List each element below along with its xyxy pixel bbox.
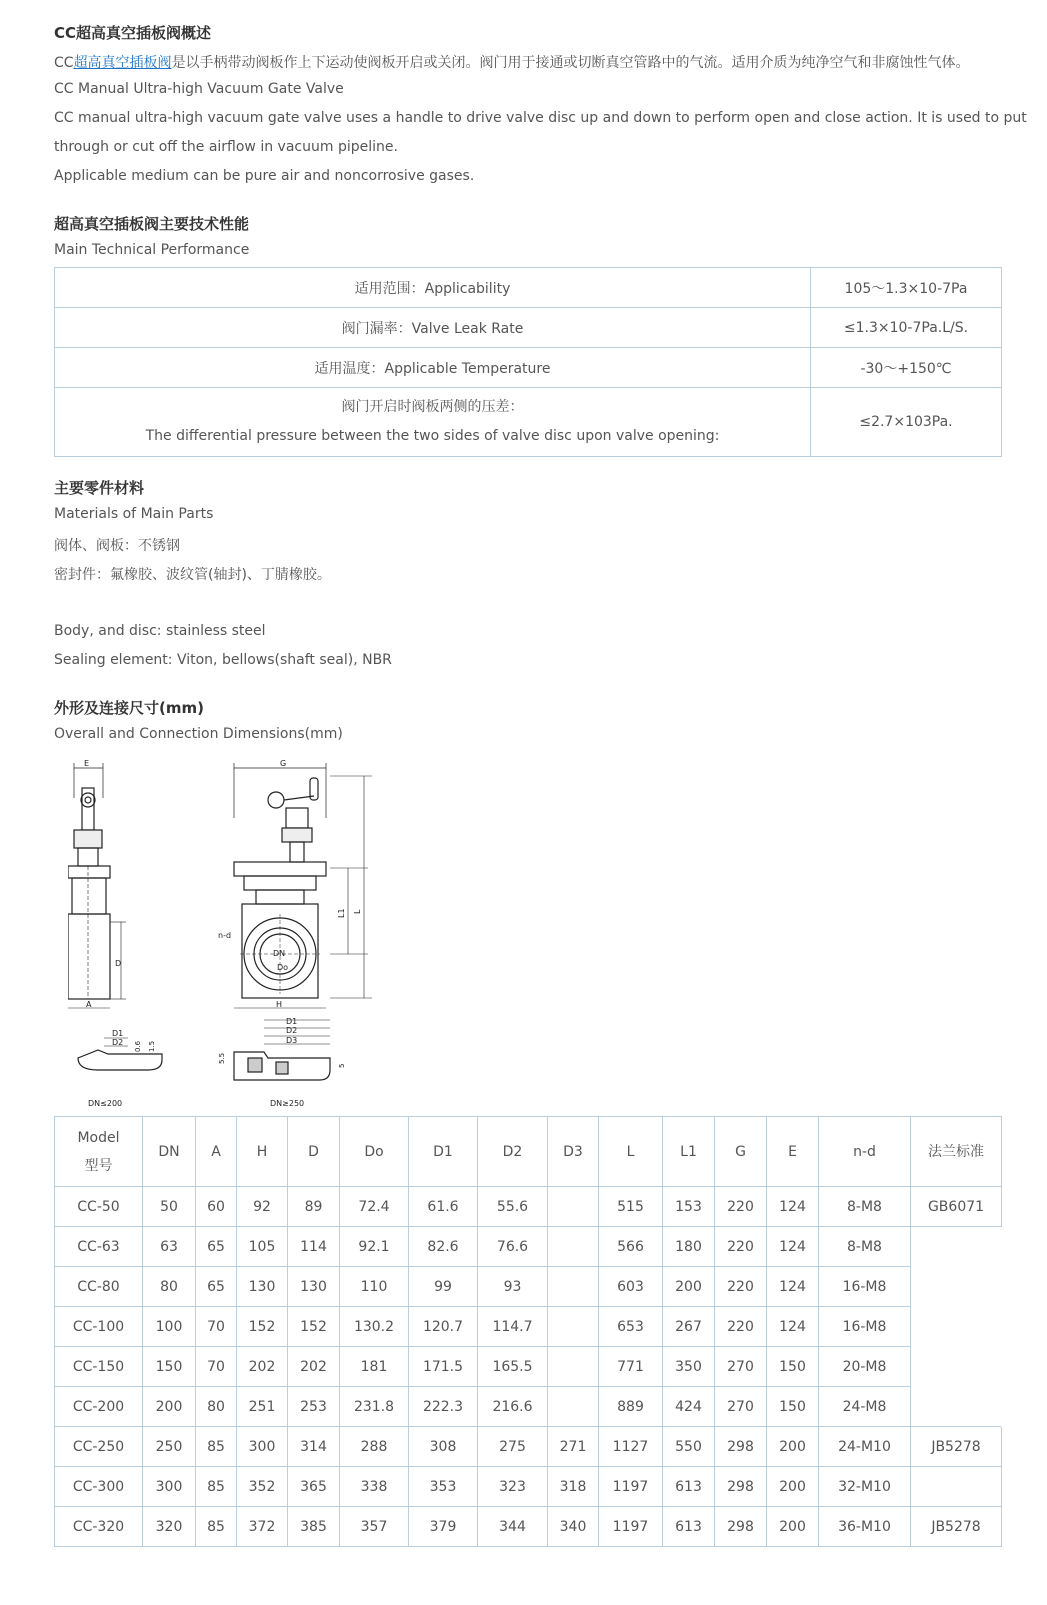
cell: 344	[478, 1507, 548, 1547]
cell: 231.8	[340, 1387, 409, 1427]
cell: 298	[715, 1427, 767, 1467]
table-row	[55, 308, 1002, 348]
cell: 613	[663, 1467, 715, 1507]
cell: 270	[715, 1387, 767, 1427]
cell: 1127	[599, 1427, 663, 1467]
perf-value: ≤2.7×103Pa.	[811, 388, 1002, 457]
cell: 150	[767, 1387, 819, 1427]
cell: CC-63	[55, 1227, 143, 1267]
cell: JB5278	[911, 1507, 1002, 1547]
cell: 250	[143, 1427, 196, 1467]
cell: 271	[548, 1427, 599, 1467]
cell: 771	[599, 1347, 663, 1387]
materials-subtitle: Materials of Main Parts	[54, 506, 214, 522]
cell: 251	[237, 1387, 288, 1427]
label-H: H	[276, 1000, 283, 1009]
cell	[548, 1387, 599, 1427]
cell: 181	[340, 1347, 409, 1387]
cell: 318	[548, 1467, 599, 1507]
perf-label-multiline	[55, 388, 811, 457]
cell: 50	[143, 1187, 196, 1227]
col-header: L	[599, 1117, 663, 1187]
model-header	[55, 1117, 143, 1187]
performance-subtitle: Main Technical Performance	[54, 242, 250, 258]
cell: 80	[196, 1387, 237, 1427]
col-header: H	[237, 1117, 288, 1187]
cell: 253	[288, 1387, 340, 1427]
cell: 72.4	[340, 1187, 409, 1227]
perf-label-cn: 阀门开启时阀板两侧的压差：	[341, 399, 524, 415]
materials-title: 主要零件材料	[54, 479, 145, 497]
cell: CC-50	[55, 1187, 143, 1227]
cell: 55.6	[478, 1187, 548, 1227]
cell: 320	[143, 1507, 196, 1547]
cell: 70	[196, 1307, 237, 1347]
cell: 550	[663, 1427, 715, 1467]
cell: 92	[237, 1187, 288, 1227]
perf-value: 105～1.3×10-7Pa	[811, 268, 1002, 308]
overview-en-title: CC Manual Ultra-high Vacuum Gate Valve	[54, 81, 344, 97]
col-header: D2	[478, 1117, 548, 1187]
cell: 100	[143, 1307, 196, 1347]
materials-cn-2: 密封件：氟橡胶、波纹管(轴封)、丁腈橡胶。	[54, 567, 331, 583]
cell: 150	[767, 1347, 819, 1387]
cell: 653	[599, 1307, 663, 1347]
col-header: n-d	[819, 1117, 911, 1187]
cell: 379	[409, 1507, 478, 1547]
cell: CC-320	[55, 1507, 143, 1547]
cell: 300	[237, 1427, 288, 1467]
cell: 308	[409, 1427, 478, 1467]
cell: 110	[340, 1267, 409, 1307]
table-row	[55, 1187, 1002, 1227]
table-row	[55, 1227, 1002, 1267]
table-row	[55, 1387, 1002, 1427]
cell: 385	[288, 1507, 340, 1547]
label-Do: Do	[277, 963, 289, 972]
cell: 298	[715, 1467, 767, 1507]
cell: 99	[409, 1267, 478, 1307]
cell: 8-M8	[819, 1187, 911, 1227]
cell: 220	[715, 1267, 767, 1307]
p1-prefix: CC	[54, 55, 74, 71]
table-row	[55, 388, 1002, 457]
front-view	[218, 759, 372, 1108]
label-D: D	[115, 959, 122, 968]
label-5: 5	[338, 1063, 346, 1068]
valve-drawing	[68, 758, 388, 1113]
cell: 220	[715, 1307, 767, 1347]
label-A: A	[86, 1000, 92, 1009]
cell: 124	[767, 1187, 819, 1227]
cell: 60	[196, 1187, 237, 1227]
overview-paragraph-cn	[54, 52, 970, 72]
label-L1: L1	[337, 908, 346, 918]
col-header: D1	[409, 1117, 478, 1187]
cell: 352	[237, 1467, 288, 1507]
blank-standard-cell	[911, 1227, 1002, 1427]
overview-en-p1b: through or cut off the airflow in vacuum pipeline.	[54, 139, 398, 155]
cell: 114	[288, 1227, 340, 1267]
dimensions-table	[54, 1116, 1002, 1547]
cell: 150	[143, 1347, 196, 1387]
materials-en-2: Sealing element: Viton, bellows(shaft seal), NBR	[54, 652, 392, 668]
cell: 200	[663, 1267, 715, 1307]
col-header: A	[196, 1117, 237, 1187]
cell	[911, 1467, 1002, 1507]
cell: 153	[663, 1187, 715, 1227]
cell: 120.7	[409, 1307, 478, 1347]
cell: 105	[237, 1227, 288, 1267]
label-n-d: n-d	[218, 931, 232, 940]
overview-en-p2: Applicable medium can be pure air and noncorrosive gases.	[54, 168, 475, 184]
cell: 222.3	[409, 1387, 478, 1427]
cell: 89	[288, 1187, 340, 1227]
cell: 340	[548, 1507, 599, 1547]
cell: 65	[196, 1267, 237, 1307]
cell: JB5278	[911, 1427, 1002, 1467]
cell: 202	[288, 1347, 340, 1387]
label-D2-left: D2	[112, 1038, 124, 1047]
side-view	[68, 759, 162, 1108]
cell: 338	[340, 1467, 409, 1507]
col-header: DN	[143, 1117, 196, 1187]
cell	[548, 1347, 599, 1387]
cell: CC-150	[55, 1347, 143, 1387]
model-header-en: Model	[77, 1129, 120, 1146]
cell: 267	[663, 1307, 715, 1347]
cell: 300	[143, 1467, 196, 1507]
cell: 32-M10	[819, 1467, 911, 1507]
cell: 124	[767, 1267, 819, 1307]
col-header: 法兰标准	[911, 1117, 1002, 1187]
cell: 20-M8	[819, 1347, 911, 1387]
cell: 124	[767, 1227, 819, 1267]
cell: 171.5	[409, 1347, 478, 1387]
cell: 130	[237, 1267, 288, 1307]
cell: 275	[478, 1427, 548, 1467]
caption-left: DN≤200	[88, 1099, 123, 1108]
perf-value: -30～+150℃	[811, 348, 1002, 388]
cell: 165.5	[478, 1347, 548, 1387]
cell: 613	[663, 1507, 715, 1547]
cell: CC-80	[55, 1267, 143, 1307]
label-5.5: 5.5	[218, 1052, 226, 1064]
cell: 152	[288, 1307, 340, 1347]
cell: 288	[340, 1427, 409, 1467]
label-D2-right: D2	[286, 1026, 298, 1035]
label-DN: DN	[273, 949, 286, 958]
table-row	[55, 348, 1002, 388]
materials-cn-1: 阀体、阀板：不锈钢	[54, 538, 180, 554]
cell: 24-M8	[819, 1387, 911, 1427]
cell: 216.6	[478, 1387, 548, 1427]
col-header: G	[715, 1117, 767, 1187]
cell: CC-100	[55, 1307, 143, 1347]
cell: 65	[196, 1227, 237, 1267]
perf-value: ≤1.3×10-7Pa.L/S.	[811, 308, 1002, 348]
cell: 314	[288, 1427, 340, 1467]
cell: CC-250	[55, 1427, 143, 1467]
table-row	[55, 268, 1002, 308]
cell: 1197	[599, 1467, 663, 1507]
cell	[548, 1307, 599, 1347]
overview-title: CC超高真空插板阀概述	[54, 24, 212, 42]
cell: 16-M8	[819, 1267, 911, 1307]
cell	[548, 1267, 599, 1307]
col-header: E	[767, 1117, 819, 1187]
cell: 353	[409, 1467, 478, 1507]
col-header: D3	[548, 1117, 599, 1187]
col-header: Do	[340, 1117, 409, 1187]
label-G: G	[280, 759, 287, 768]
cell: GB6071	[911, 1187, 1002, 1227]
cell: 63	[143, 1227, 196, 1267]
cell: 323	[478, 1467, 548, 1507]
cell: 76.6	[478, 1227, 548, 1267]
cell: 220	[715, 1227, 767, 1267]
table-row	[55, 1467, 1002, 1507]
cell: 200	[143, 1387, 196, 1427]
cell: 220	[715, 1187, 767, 1227]
table-row	[55, 1427, 1002, 1467]
label-D3-right: D3	[286, 1036, 298, 1045]
performance-table	[54, 267, 1002, 457]
perf-label: 适用温度：Applicable Temperature	[55, 348, 811, 388]
cell: 85	[196, 1427, 237, 1467]
cell: 200	[767, 1507, 819, 1547]
label-1.5: 1.5	[148, 1040, 156, 1052]
cell: 202	[237, 1347, 288, 1387]
cell: 80	[143, 1267, 196, 1307]
cell: 566	[599, 1227, 663, 1267]
col-header: L1	[663, 1117, 715, 1187]
cell: 70	[196, 1347, 237, 1387]
model-header-cn: 型号	[84, 1157, 113, 1174]
cell: 515	[599, 1187, 663, 1227]
cell: 298	[715, 1507, 767, 1547]
label-0.6: 0.6	[134, 1040, 142, 1052]
cell	[548, 1227, 599, 1267]
cell: CC-300	[55, 1467, 143, 1507]
table-row	[55, 1507, 1002, 1547]
cell: 85	[196, 1507, 237, 1547]
cell: 124	[767, 1307, 819, 1347]
cell: 16-M8	[819, 1307, 911, 1347]
cell: 200	[767, 1427, 819, 1467]
cell: 365	[288, 1467, 340, 1507]
dimensions-title: 外形及连接尺寸(mm)	[54, 699, 204, 717]
table-row	[55, 1307, 1002, 1347]
cell: CC-200	[55, 1387, 143, 1427]
caption-right: DN≥250	[270, 1099, 305, 1108]
perf-label: 阀门漏率：Valve Leak Rate	[55, 308, 811, 348]
p1-suffix: 是以手柄带动阀板作上下运动使阀板开启或关闭。阀门用于接通或切断真空管路中的气流。适用介质为纯净空气和非腐蚀性气体。	[171, 55, 970, 71]
cell: 130	[288, 1267, 340, 1307]
cell: 130.2	[340, 1307, 409, 1347]
table-row	[55, 1267, 1002, 1307]
label-L: L	[353, 909, 362, 914]
cell: 93	[478, 1267, 548, 1307]
cell: 85	[196, 1467, 237, 1507]
cell: 82.6	[409, 1227, 478, 1267]
label-D1-left: D1	[112, 1029, 124, 1038]
dimensions-subtitle: Overall and Connection Dimensions(mm)	[54, 726, 343, 742]
cell: 889	[599, 1387, 663, 1427]
cell: 8-M8	[819, 1227, 911, 1267]
cell: 180	[663, 1227, 715, 1267]
table-row	[55, 1347, 1002, 1387]
cell: 36-M10	[819, 1507, 911, 1547]
perf-label: 适用范围：Applicability	[55, 268, 811, 308]
cell: 424	[663, 1387, 715, 1427]
materials-en-1: Body, and disc: stainless steel	[54, 623, 266, 639]
cell: 92.1	[340, 1227, 409, 1267]
col-header: D	[288, 1117, 340, 1187]
cell: 350	[663, 1347, 715, 1387]
performance-title: 超高真空插板阀主要技术性能	[54, 215, 250, 233]
cell: 24-M10	[819, 1427, 911, 1467]
cell: 1197	[599, 1507, 663, 1547]
cell: 114.7	[478, 1307, 548, 1347]
cell: 603	[599, 1267, 663, 1307]
perf-label-en: The differential pressure between the two sides of valve disc upon valve opening:	[145, 428, 720, 444]
cell: 152	[237, 1307, 288, 1347]
gate-valve-link[interactable]: 超高真空插板阀	[73, 55, 172, 71]
cell: 61.6	[409, 1187, 478, 1227]
cell: 270	[715, 1347, 767, 1387]
table-header-row	[55, 1117, 1002, 1187]
cell	[548, 1187, 599, 1227]
cell: 372	[237, 1507, 288, 1547]
label-D1-right: D1	[286, 1017, 298, 1026]
cell: 357	[340, 1507, 409, 1547]
overview-en-p1a: CC manual ultra-high vacuum gate valve uses a handle to drive valve disc up and down to perform open and close action. It is used to put	[54, 110, 1027, 126]
cell: 200	[767, 1467, 819, 1507]
label-E: E	[84, 759, 90, 768]
